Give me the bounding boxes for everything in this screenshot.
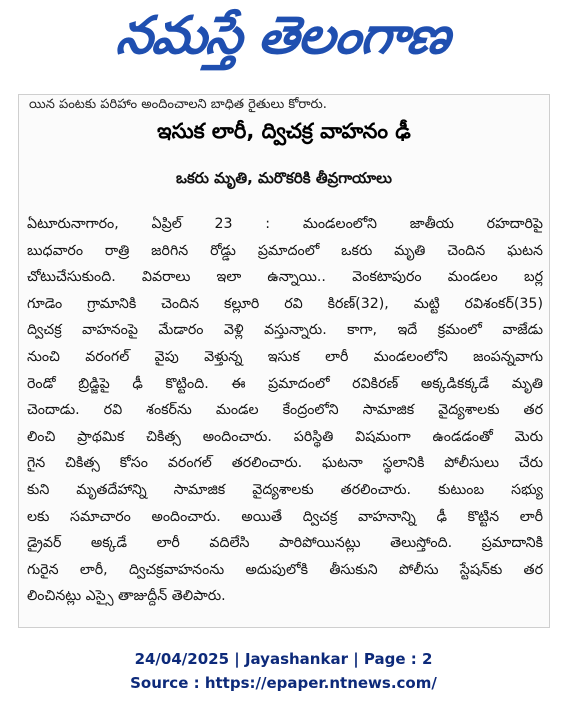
article-body-line: చోటుచేసుకుంది. వివరాలు ఇలా ఉన్నాయి.. వెంకటాపురం మండలం బర్ల <box>27 269 543 286</box>
article-body-line: ద్విచక్ర వాహనంపై మేడారం వెళ్లి వస్తున్నారు. కాగా, ఇదే క్రమంలో వాజేడు <box>27 322 543 339</box>
article-clipping <box>18 94 550 628</box>
article-body-line: కుని మృతదేహాన్ని సామాజిక వైద్యశాలకు తరలించారు. కుటుంబ సభ్యు <box>27 481 543 498</box>
article-body-line: నుంచి వరంగల్ వైపు వెళ్తున్న ఇసుక లారీ మండలంలోని జంపన్నవాగు <box>27 348 543 365</box>
article-body-line: గైన చికిత్స కోసం వరంగల్ తరలించారు. ఘటనా స్థలానికి పోలీసులు చేరు <box>27 455 543 472</box>
edition-info: 24/04/2025 | Jayashankar | Page : 2 <box>134 650 433 668</box>
article-body-line: లించినట్లు ఎస్సై తాజుద్దీన్ తెలిపారు. <box>27 588 226 605</box>
article-body-line: డ్రైవర్ అక్కడే లారీ వదిలేసి పారిపోయినట్లు తెలుస్తోంది. ప్రమాదానికి <box>27 535 543 552</box>
newspaper-masthead <box>82 6 482 78</box>
article-body-line: లించి ప్రాథమిక చికిత్స అందించారు. పరిస్థితి విషమంగా ఉండడంతో మెరు <box>27 428 543 445</box>
article-body-line: గురైన లారీ, ద్విచక్రవాహనంను అదుపులోకి తీసుకుని పోలీసు స్టేషన్‌కు తర <box>27 561 543 578</box>
article-body-line: చెందాడు. రవి శంకర్‌ను మండల కేంద్రంలోని సామాజిక వైద్యశాలకు తర <box>27 402 543 419</box>
source-url: Source : https://epaper.ntnews.com/ <box>130 674 437 692</box>
article-body-line: లకు సమాచారం అందించారు. అయితే ద్విచక్ర వాహనాన్ని ఢీ కొట్టిన లారీ <box>27 508 543 525</box>
article-body-line: ఏటూరునాగారం, ఏప్రిల్ 23 : మండలంలోని జాతీయ రహదారిపై <box>27 216 543 232</box>
article-headline: ఇసుక లారీ, ద్విచక్ర వాహనం ఢీ <box>157 119 411 143</box>
article-body <box>27 211 543 610</box>
article-body-line: రెండో బ్రిడ్జిపై ఢీ కొట్టింది. ఈ ప్రమాదంలో రవికిరణ్ అక్కడికక్కడే మృతి <box>27 375 543 392</box>
previous-article-line: యిన పంటకు పరిహాం అందించాలని బాధిత రైతులు కోరారు. <box>29 97 327 112</box>
article-subheadline: ఒకరు మృతి, మరొకరికి తీవ్రగాయాలు <box>176 169 392 187</box>
article-body-line: గూడెం గ్రామానికి చెందిన కల్లూరి రవి కిరణ్(32), మట్టి రవిశంకర్(35) <box>27 295 543 312</box>
article-body-line: బుధవారం రాత్రి జరిగిన రోడ్డు ప్రమాదంలో ఒకరు మృతి చెందిన ఘటన <box>27 242 543 259</box>
masthead-title: నమస్తే తెలంగాణ <box>113 5 453 66</box>
